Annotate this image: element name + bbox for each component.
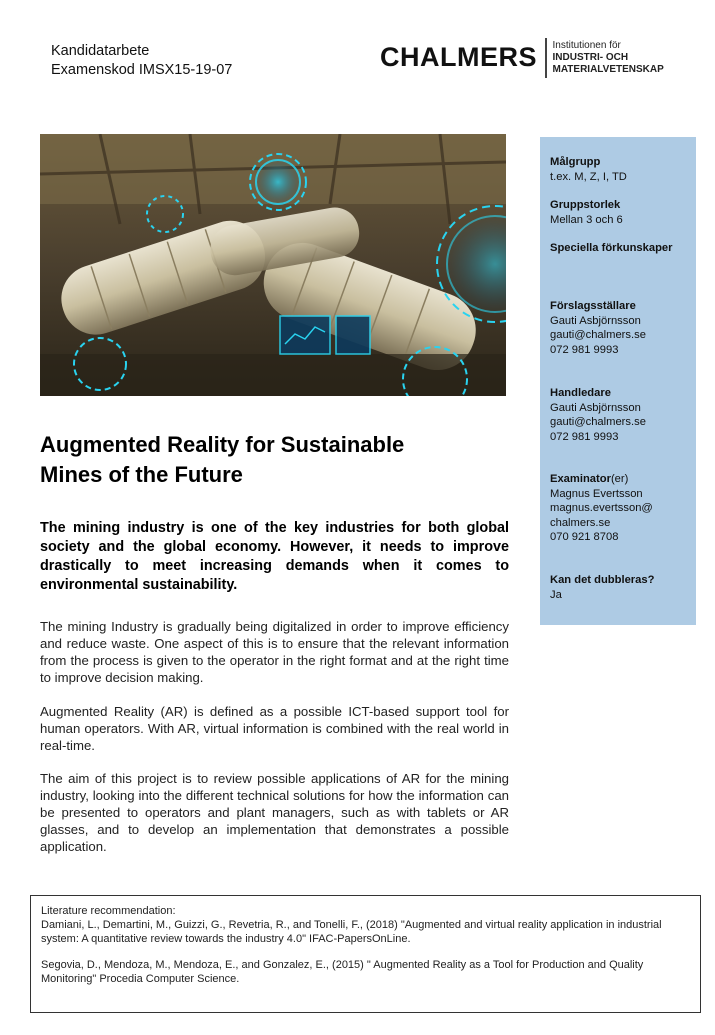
body-paragraph-1: The mining Industry is gradually being digitalized in order to improve efficiency and reduce waste. One aspect of this is to ensure that the relevant information from the process is given to the operator in the right format and at the right time to improve decision making. xyxy=(40,619,509,685)
exam-code: Examenskod IMSX15-19-07 xyxy=(51,62,233,78)
proposer-email: gauti@chalmers.se xyxy=(550,329,646,341)
examiner-phone: 070 921 8708 xyxy=(550,531,619,543)
supervisor-email: gauti@chalmers.se xyxy=(550,416,646,428)
info-sidebar xyxy=(540,137,696,625)
body-paragraph-3: The aim of this project is to review possible applications of AR for the mining industry, looking into the different technical solutions for how the information can be presented to operators and plant managers, such as with tablets or AR glasses, and to develop an implementation that demonstrates a possible application. xyxy=(40,771,509,854)
dept-line-1: Institutionen för xyxy=(552,40,621,51)
proposer-block xyxy=(550,299,690,357)
group-size-label: Gruppstorlek xyxy=(550,199,621,211)
chalmers-logo xyxy=(380,38,664,78)
prerequisites-block xyxy=(550,241,690,256)
duplicable-block xyxy=(550,573,690,602)
dept-line-3: MATERIALVETENSKAP xyxy=(552,64,664,75)
exam-header xyxy=(51,42,232,80)
examiner-block xyxy=(550,472,690,545)
target-group-block xyxy=(550,155,690,184)
examiner-suffix: (er) xyxy=(610,473,629,485)
mining-plant-ar-illustration xyxy=(40,134,506,396)
examiner-email-1: magnus.evertsson@ xyxy=(550,502,653,514)
dept-line-2: INDUSTRI- OCH xyxy=(552,52,629,63)
proposer-phone: 072 981 9993 xyxy=(550,343,619,356)
examiner-name: Magnus Evertsson xyxy=(550,487,643,500)
logo-wordmark: CHALMERS xyxy=(380,42,537,72)
logo-divider xyxy=(545,38,547,78)
body-paragraph-2: Augmented Reality (AR) is defined as a possible ICT-based support tool for human operators. With AR, virtual information is combined with the real world in real-time. xyxy=(40,704,509,753)
examiner-heading xyxy=(550,472,690,487)
title-line-1: Augmented Reality for Sustainable xyxy=(40,432,405,457)
supervisor-name: Gauti Asbjörnsson xyxy=(550,401,641,414)
examiner-email-2: chalmers.se xyxy=(550,516,611,529)
supervisor-block xyxy=(550,386,690,444)
supervisor-phone: 072 981 9993 xyxy=(550,430,619,443)
literature-ref-2: Segovia, D., Mendoza, M., Mendoza, E., and Gonzalez, E., (2015) " Augmented Reality as a Tool for Production and Quality Monitoring" Procedia Computer Science. xyxy=(41,959,644,985)
title-line-2: Mines of the Future xyxy=(40,462,243,487)
target-group-value: t.ex. M, Z, I, TD xyxy=(550,170,627,183)
lead-paragraph: The mining industry is one of the key industries for both global society and the global economy. However, it needs to improve drastically to meet increasing demands when it comes to environmental sustainability. xyxy=(40,520,509,593)
group-size-block xyxy=(550,198,690,227)
target-group-label: Målgrupp xyxy=(550,156,601,168)
duplicable-value: Ja xyxy=(550,588,562,601)
literature-box xyxy=(30,895,701,1013)
literature-ref-1: Damiani, L., Demartini, M., Guizzi, G., Revetria, R., and Tonelli, F., (2018) "Augmented and virtual reality application in industrial system: A quantitative review towards the industry 4.0" IFAC-PapersOnLine. xyxy=(41,919,662,945)
examiner-label: Examinator xyxy=(550,473,611,485)
proposer-name: Gauti Asbjörnsson xyxy=(550,314,641,327)
group-size-value: Mellan 3 och 6 xyxy=(550,213,623,226)
hero-image xyxy=(40,134,506,396)
literature-heading: Literature recommendation: xyxy=(41,905,176,917)
proposer-label: Förslagsställare xyxy=(550,300,636,312)
thesis-type: Kandidatarbete xyxy=(51,43,150,59)
duplicable-label: Kan det dubbleras? xyxy=(550,574,655,586)
prerequisites-label: Speciella förkunskaper xyxy=(550,242,673,254)
department-name xyxy=(553,38,664,76)
page-title xyxy=(40,430,520,490)
supervisor-label: Handledare xyxy=(550,387,611,399)
